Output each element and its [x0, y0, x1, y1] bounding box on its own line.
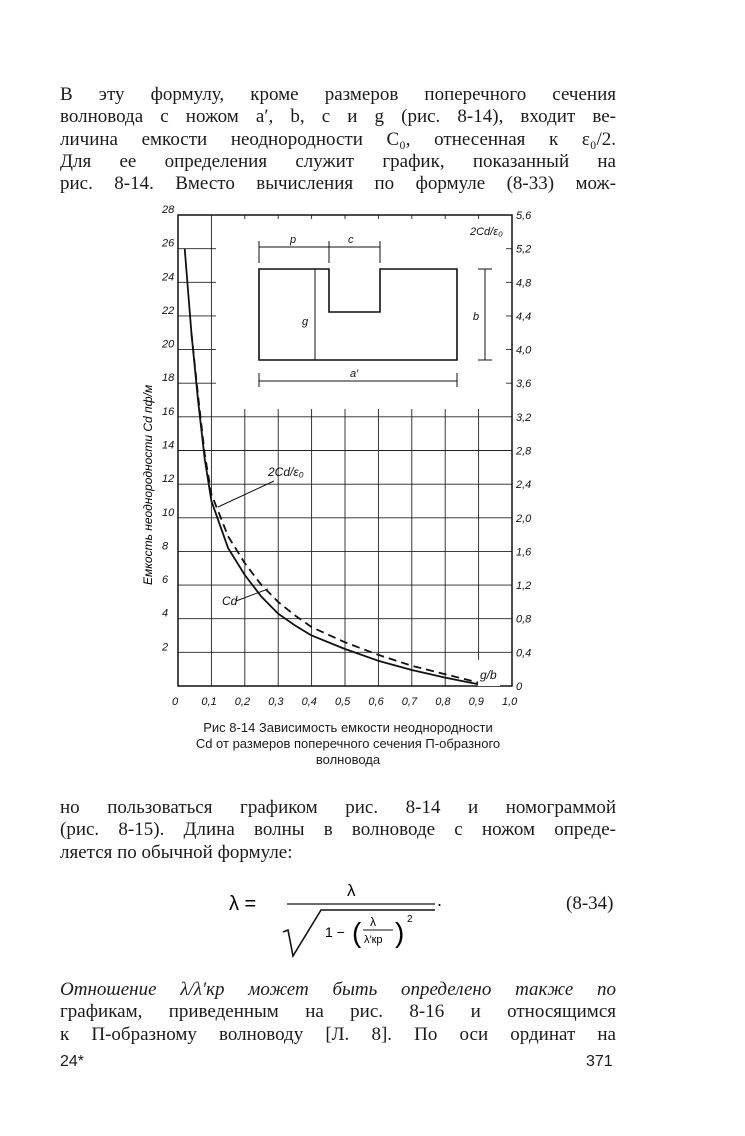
- text-line: личина емкости неоднородности C₀, отнесенная к ε₀/2.: [60, 128, 616, 150]
- text-line: рис. 8-14. Вместо вычисления по формуле (8-33) мож-: [60, 173, 616, 195]
- paragraph-2: [60, 797, 616, 864]
- text-line: Для ее определения служит график, показанный на: [60, 150, 616, 172]
- y-tick-label: 12: [162, 473, 175, 486]
- y-right-tick-label: 5,2: [516, 243, 532, 256]
- text-line: к П-образному волноводу [Л. 8]. По оси ординат на: [60, 1023, 616, 1045]
- waveguide-cross-section-inset: [216, 219, 506, 409]
- y-right-tick-label: 1,2: [516, 580, 532, 593]
- chart-annotations: [218, 465, 500, 686]
- y-tick-label: 16: [162, 405, 175, 418]
- x-tick-label: 1,0: [502, 696, 518, 708]
- y-right-tick-label: 0,8: [516, 613, 532, 626]
- annotation-2cd-eps0: 2Cd/ε₀: [268, 465, 304, 479]
- formula-one-minus: 1 −: [325, 924, 345, 940]
- y-right-tick-label: 3,6: [516, 378, 532, 391]
- inset-label-g: g: [302, 316, 309, 328]
- inset-label-p: p: [290, 234, 297, 246]
- inset-label-a-prime: a′: [350, 368, 359, 380]
- text-line: но пользоваться графиком рис. 8-14 и номограммой: [60, 797, 616, 818]
- caption-line: Рис 8-14 Зависимость емкости неоднородности: [203, 720, 493, 735]
- x-tick-label: 0,2: [234, 696, 251, 708]
- text-line: ляется по обычной формуле:: [60, 841, 293, 863]
- paragraph-1: [60, 84, 616, 195]
- y-tick-label: 20: [162, 338, 175, 351]
- y-right-tick-label: 2,0: [516, 512, 532, 525]
- y-right-tick-labels: [515, 210, 532, 693]
- y-tick-label: 10: [162, 506, 175, 519]
- x-tick-label: 0,1: [201, 696, 217, 708]
- y-axis-label: Емкость неоднородности Cd пф/м: [141, 384, 155, 585]
- x-tick-label: 0,4: [301, 696, 317, 708]
- page-number: 371: [586, 1053, 613, 1070]
- y-tick-label: 22: [162, 304, 175, 317]
- caption-line: Cd от размеров поперечного сечения П-образного: [195, 736, 501, 751]
- paragraph-3: [60, 979, 616, 1046]
- right-axis-label: 2Cd/ε₀: [470, 226, 503, 238]
- y-right-tick-label: 4,4: [516, 310, 532, 323]
- annotation-g-over-b: g/b: [480, 668, 497, 682]
- x-tick-label: 0,6: [368, 696, 384, 708]
- y-right-tick-label: 2,8: [516, 445, 532, 458]
- annotation-leader-2cd: [218, 481, 274, 507]
- y-tick-labels: [161, 205, 175, 653]
- y-tick-label: 2: [162, 641, 169, 654]
- y-right-tick-label: 4,8: [516, 277, 532, 290]
- formula-paren-open: (: [352, 917, 362, 948]
- formula-inner-numerator: λ: [370, 915, 376, 929]
- text-line: В эту формулу, кроме размеров поперечного сечения: [60, 84, 616, 105]
- x-tick-label: 0,8: [435, 696, 451, 708]
- x-tick-label: 0,7: [401, 696, 418, 708]
- x-tick-labels: [172, 696, 518, 708]
- y-tick-label: 8: [162, 540, 169, 553]
- formula-numerator: λ: [347, 881, 356, 900]
- y-tick-label: 28: [162, 205, 175, 216]
- formula-8-34: [225, 880, 455, 960]
- y-right-tick-label: 3,2: [516, 411, 532, 424]
- y-right-tick-label: 4,0: [516, 344, 532, 357]
- x-tick-label: 0,3: [268, 696, 284, 708]
- x-tick-label: 0,5: [335, 696, 351, 708]
- inset-label-c: c: [348, 234, 354, 246]
- y-tick-label: 26: [162, 237, 175, 250]
- y-tick-label: 4: [162, 607, 169, 620]
- y-right-tick-label: 5,6: [516, 210, 532, 222]
- formula-trailing-dot: .: [437, 890, 443, 910]
- figure-8-14: [140, 205, 540, 710]
- y-right-tick-label: 1,6: [516, 546, 532, 559]
- inset-label-b: b: [473, 311, 480, 323]
- figure-caption: [138, 720, 558, 768]
- y-tick-label: 6: [162, 574, 169, 587]
- formula-exponent: 2: [407, 914, 413, 925]
- text-line: волновода с ножом a′, b, c и g (рис. 8-14), входит ве-: [60, 106, 616, 128]
- y-right-tick-label: 0: [516, 681, 523, 693]
- y-right-tick-label: 0,4: [516, 647, 532, 660]
- y-right-tick-label: 2,4: [516, 479, 532, 492]
- x-tick-label: 0: [172, 696, 179, 708]
- caption-line: волновода: [315, 752, 381, 767]
- y-tick-label: 14: [162, 439, 175, 452]
- x-tick-label: 0,9: [468, 696, 484, 708]
- y-tick-label: 18: [162, 372, 175, 385]
- equation-number: (8-34): [566, 893, 614, 914]
- formula-inner-denominator: λ′кр: [364, 934, 383, 946]
- formula-paren-close: ): [395, 917, 405, 948]
- formula-lhs: λ =: [229, 893, 257, 915]
- text-line: графикам, приведенным на рис. 8-16 и относящимся: [60, 1001, 616, 1023]
- text-line: Отношение λ/λ′кр может быть определено также по: [60, 979, 616, 1000]
- text-line: (рис. 8-15). Длина волны в волноводе с ножом опреде-: [60, 819, 616, 841]
- footer-signature-mark: 24*: [60, 1053, 85, 1070]
- y-tick-label: 24: [162, 271, 175, 284]
- annotation-cd: Cd: [222, 594, 238, 608]
